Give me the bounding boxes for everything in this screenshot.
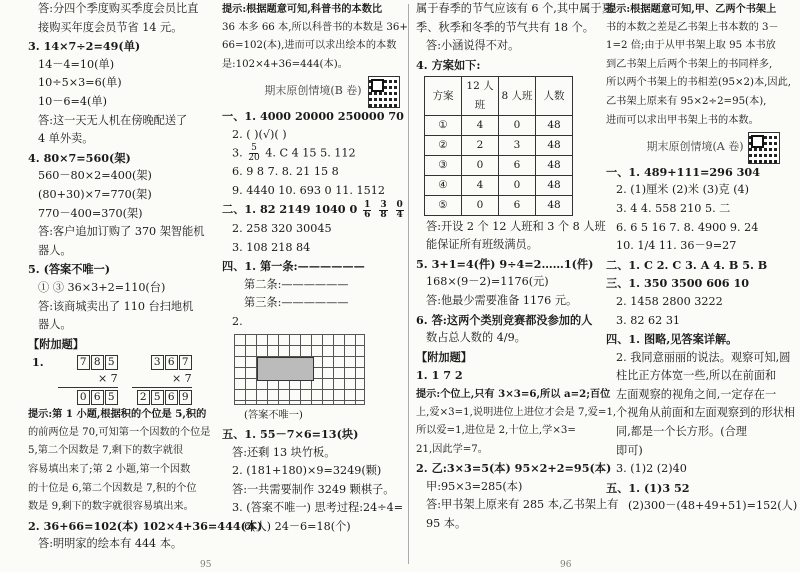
text-line: 2. 我同意丽丽的说法。观察可知,圆 [616,350,791,364]
digit-box: 8 [91,355,104,370]
table-cell: ④ [425,175,462,195]
table-header-cell: 8 人班 [499,77,536,115]
text-line: 第二条:—————— [244,277,349,291]
table-header-cell: 人数 [536,77,573,115]
fraction [363,201,371,220]
text-line: 答:一共需要制作 3249 颗棋子。 [232,482,395,496]
text-line: 10÷5×3=6(单) [38,76,122,90]
text-line [222,144,404,163]
plan-table [424,76,573,215]
text-line: 36 本多 66 本,所以科普书的本数是 36+ [222,21,408,33]
text-line: 1. 1 7 2 [416,368,463,383]
text-line: 的十位是 6,第二个因数是 7,积的个位 [28,482,197,494]
text-line: 器人。 [38,318,72,332]
text-line: 柱比正方体宽一些,所以在前面和 [616,369,777,383]
text-line: 4. 方案如下: [416,57,481,72]
multiplication-puzzle-2 [132,353,192,405]
text-line: 66=102(本),进而可以求出绘本的本数 [222,40,397,52]
numerator: 5 [251,143,257,154]
table-cell: ⑤ [425,195,462,215]
text-line [222,200,404,220]
text-line: 书的本数之差是乙书架上书本数的 3－ [606,21,779,33]
numerator: 1 [364,199,371,210]
table-cell: 4 [462,115,499,135]
text-line: 2. (1)厘米 (2)米 (3)克 (4) [616,183,750,197]
multiplier-row: × 7 [97,372,118,386]
text-line: 9. 4440 10. 693 0 11. 1512 [232,183,386,197]
text-line: 一、1. 489+111=296 304 [606,164,761,179]
text-line: 21,因此学=7。 [416,443,488,455]
text-line: ① ③ 36×3+2=110(台) [38,280,166,294]
text-line: 3. (答案不唯一) 思考过程:24÷4= [232,501,404,515]
denominator: 8 [380,209,387,220]
text-line: 2. 1458 2800 3222 [616,294,723,308]
text-line: (80+30)×7=770(架) [38,187,152,201]
table-cell: 48 [536,115,573,135]
table-row [425,155,573,175]
text-line: 4. 80×7=560(架) [28,150,131,165]
digit-box: 6 [91,390,104,405]
text-line: 1=2 倍;由于从甲书架上取 95 本书放 [606,40,776,52]
text-line: 6(人) 24－6=18(个) [244,520,351,534]
text-line: 甲:95×3=285(本) [426,479,523,493]
fraction [248,144,259,163]
text-line: 3. 14×7÷2=49(单) [28,39,141,54]
text-line: 所以两个书架上的书相差(95×2)本,因此, [606,77,792,89]
multiplication-puzzle-1 [58,353,118,405]
table-cell: ③ [425,155,462,175]
text-line: 2. 36+66=102(本) 102×4+36=444(本) [28,518,263,533]
digit-box: 6 [165,390,178,405]
column-2 [222,0,408,572]
text-line: 5. 3+1=4(件) 9÷4=2……1(件) [416,256,594,271]
text-line: 个视角从前面和左面观察到的形状相 [616,406,796,420]
text-line: 进而可以求出甲书架上书的本数。 [606,114,759,126]
text-line: 答:客户追加订购了 370 架智能机 [38,225,205,239]
digit-box: 9 [179,390,192,405]
page-number-left: 95 [200,560,212,570]
page-gutter [408,4,409,564]
table-cell: 48 [536,195,573,215]
text-line: 答:甲书架上原来有 285 本,乙书架上有 [426,498,619,512]
text-line: 6. 6 5 16 7. 8. 4900 9. 24 [616,220,759,234]
text-line: 2. ( )(√)( ) [232,127,287,141]
fraction [396,201,404,220]
grid-diagram [234,334,365,405]
denominator: 6 [364,209,371,220]
text-line: 接购买年度会员节省 14 元。 [38,20,183,34]
table-row [425,135,573,155]
text-line: 提示:个位上,只有 3×3=6,所以 a=2;百位 [416,387,611,400]
denominator: 20 [248,153,260,164]
text-line: 答:明明家的绘本有 444 本。 [38,537,183,551]
text-line: 第三条:—————— [244,296,349,310]
digit-box: 6 [165,355,178,370]
text-line: 季、秋季和冬季的节气共有 18 个。 [416,20,594,34]
text-line: 的前两位是 70,可知第一个因数的个位是 [28,426,211,438]
text-line: 答:还剩 13 块竹板。 [232,445,336,459]
numerator: 3 [380,199,387,210]
table-cell: 6 [499,155,536,175]
text-line: 答:分四个季度购买季度会员比直 [38,2,199,15]
section-title-text: 期末原创情境(B 卷) [264,84,362,98]
table-cell: 0 [499,115,536,135]
text-line: 器人。 [38,243,72,257]
text-line: 4 单外卖。 [38,132,94,146]
text-line: 提示:第 1 小题,根据积的个位是 5,积的 [28,408,207,421]
digit-box: 5 [105,355,118,370]
table-cell: 0 [462,195,499,215]
text-line: 3. 4 4. 558 210 5. 二 [616,201,731,215]
text-line: 2. 乙:3×3=5(本) 95×2+2=95(本) [416,461,612,476]
table-cell: 0 [462,155,499,175]
extra-questions-title: 【附加题】 [416,349,472,364]
page-number-right: 96 [560,560,572,570]
text-fragment: 二、1. 82 2149 1040 0 [222,202,358,217]
text-line: (答案不唯一) [244,409,303,421]
text-line: 数是 9,剩下的数字就很容易填出来。 [28,501,194,513]
digit-box: 7 [77,355,90,370]
text-line: 五、1. (1)3 52 [606,480,690,495]
text-fragment: 3. [232,146,243,160]
digit-box: 7 [179,355,192,370]
denominator: 4 [396,209,403,220]
column-4 [606,0,798,572]
multiplication-puzzles [32,353,208,405]
text-line: 能保证所有班级满员。 [426,238,538,252]
text-line: 乙书架上原来有 95×2÷2=95(本), [606,95,767,107]
digit-box: 5 [105,390,118,405]
text-line: 2. [232,314,243,328]
digit-box: 2 [137,390,150,405]
table-cell: 3 [499,135,536,155]
text-line: 6. 9 8 7. 8. 21 15 8 [232,165,339,179]
table-header-cell: 方案 [425,77,462,115]
shaded-rectangle [257,357,314,381]
text-line: 容易填出来了;第 2 小题,第一个因数 [28,464,191,476]
text-line: 二、1. C 2. C 3. A 4. B 5. B [606,257,768,272]
table-header-row [425,77,573,115]
text-line: 10. 1/4 11. 36－9=27 [616,239,737,253]
text-line: 3. (1)2 (2)40 [616,462,687,476]
text-line: 所以爱=1,进位是 2,十位上,学×3= [416,425,576,437]
text-line: 3. 82 62 31 [616,313,681,327]
text-line: 到乙书架上后两个书架上的书同样多, [606,58,773,70]
text-line: 提示:根据题意可知,甲、乙两个书架上 [606,3,777,15]
section-title-a [606,138,784,157]
text-line: 2. (181+180)×9=3249(颗) [232,464,382,478]
text-line: 3. 108 218 84 [232,240,311,254]
text-line: 答:小涵说得不对。 [426,39,520,53]
text-line: 同,都是一个长方形。(合理 [616,425,747,439]
text-line: (2)300－(48+49+51)=152(人) [628,499,798,513]
text-line: 560－80×2=400(架) [38,169,152,183]
table-cell: 0 [499,175,536,195]
text-line: 属于春季的节气应该有 6 个,其中属于夏 [416,2,613,15]
text-line: 三、1. 350 3500 606 10 [606,276,750,291]
text-line: 14－4=10(单) [38,57,115,71]
text-line: 提示:根据题意可知,科普书的本数比 [222,3,383,15]
table-row [425,175,573,195]
text-line: 95 本。 [426,517,467,531]
text-line: 770－400=370(架) [38,206,143,220]
text-line: 是:102×4+36=444(本)。 [222,58,348,70]
text-line: 5. (答案不唯一) [28,262,111,277]
text-fragment: 4. C 4 15 5. 112 [265,146,356,160]
text-line: 答:该商城卖出了 110 台扫地机 [38,299,194,313]
table-cell: ② [425,135,462,155]
text-line: 答:这一天无人机在傍晚配送了 [38,113,188,127]
text-line: 答:开设 2 个 12 人班和 3 个 8 人班 [426,219,606,233]
text-line: 168×(9－2)=1176(元) [426,275,549,289]
section-title-b [222,82,404,101]
column-3 [416,0,619,572]
table-cell: ① [425,115,462,135]
multiplier-row: × 7 [171,372,192,386]
qr-code-icon [748,132,780,164]
table-cell: 48 [536,155,573,175]
text-line: 四、1. 图略,见答案详解。 [606,332,738,347]
table-cell: 6 [499,195,536,215]
digit-box: 3 [151,355,164,370]
text-line: 即可) [616,443,643,457]
extra-questions-title: 【附加题】 [28,336,84,351]
digit-box: 5 [151,390,164,405]
table-row [425,195,573,215]
text-line: 2. 258 320 30045 [232,221,332,235]
text-line: 数占总人数的 4/9。 [426,331,526,345]
text-line: 10－6=4(单) [38,94,107,108]
text-line: 左面观察的视角之间,一定存在一 [616,387,777,401]
table-header-cell: 12 人班 [462,77,499,115]
question-number: 1. [32,355,44,370]
fraction [379,201,387,220]
section-title-text: 期末原创情境(A 卷) [646,140,744,154]
table-row [425,115,573,135]
text-line: 6. 答:这两个类别竞赛都没参加的人 [416,312,593,327]
table-cell: 4 [462,175,499,195]
text-line: 四、1. 第一条:—————— [222,259,365,274]
text-line: 答:他最少需要准备 1176 元。 [426,293,578,307]
numerator: 0 [396,199,403,210]
table-cell: 2 [462,135,499,155]
text-line: 上,爱×3=1,说明进位上进位才会是 7,爱=1, [416,406,617,418]
text-line: 5,第二个因数是 7,剩下的数字就很 [28,445,184,457]
text-line: 五、1. 55－7×6=13(块) [222,427,359,442]
digit-box: 0 [77,390,90,405]
qr-code-icon [368,76,400,108]
text-line: 一、1. 4000 20000 250000 70 [222,108,404,123]
table-cell: 48 [536,175,573,195]
table-cell: 48 [536,135,573,155]
